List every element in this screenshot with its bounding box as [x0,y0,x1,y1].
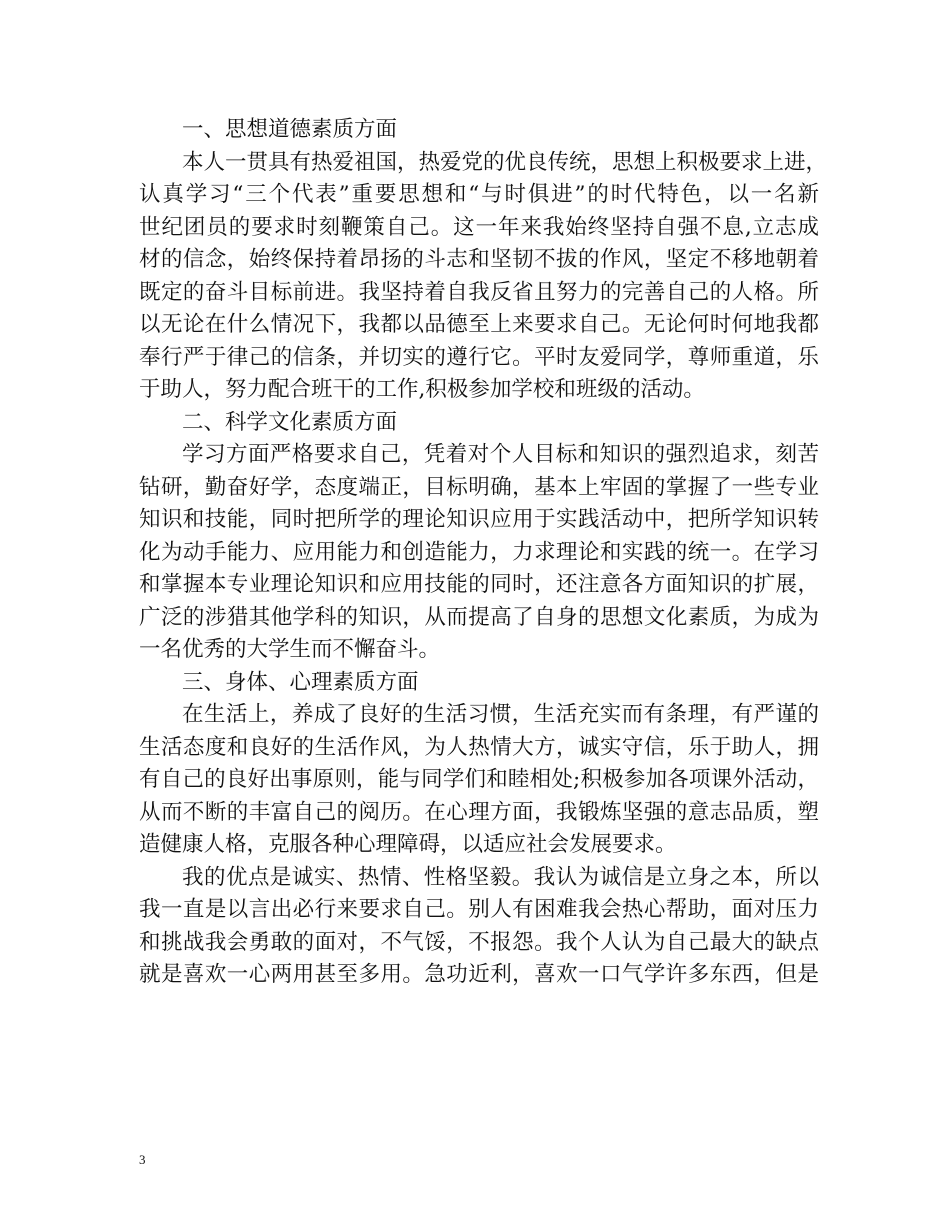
text-line: 钻研，勤奋好学，态度端正，目标明确，基本上牢固的掌握了一些专业 [139,474,819,500]
text-line: 认真学习“三个代表”重要思想和“与时俱进”的时代特色，以一名新 [139,182,819,207]
text-line: 我一直是以言出必行来要求自己。别人有困难我会热心帮助，面对压力 [139,897,819,922]
text-line: 生活态度和良好的生活作风，为人热情大方，诚实守信，乐于助人，拥 [139,734,819,760]
text-line: 知识和技能，同时把所学的理论知识应用于实践活动中，把所学知识转 [139,507,819,532]
text-line: 就是喜欢一心两用甚至多用。急功近利，喜欢一口气学许多东西，但是 [139,962,819,987]
text-line: 一、思想道德素质方面 [182,117,398,142]
document-body [139,114,828,992]
page-number: 3 [139,1152,146,1167]
text-line: 一名优秀的大学生而不懈奋斗。 [139,637,441,662]
text-line: 于助人，努力配合班干的工作,积极参加学校和班级的活动。 [139,377,705,402]
text-line: 和掌握本专业理论知识和应用技能的同时，还注意各方面知识的扩展， [139,572,819,597]
text-line: 二、科学文化素质方面 [182,409,398,435]
text-line: 奉行严于律己的信条，并切实的遵行它。平时友爱同学，尊师重道，乐 [139,344,819,370]
text-line: 三、身体、心理素质方面 [182,669,419,695]
text-line: 材的信念，始终保持着昂扬的斗志和坚韧不拔的作风，坚定不移地朝着 [139,247,819,272]
text-line: 以无论在什么情况下，我都以品德至上来要求自己。无论何时何地我都 [139,312,819,337]
text-line: 广泛的涉猎其他学科的知识，从而提高了自身的思想文化素质，为成为 [139,604,819,630]
text-line: 既定的奋斗目标前进。我坚持着自我反省且努力的完善自己的人格。所 [139,279,819,305]
text-line: 我的优点是诚实、热情、性格坚毅。我认为诚信是立身之本，所以 [182,864,819,890]
text-line: 本人一贯具有热爱祖国，热爱党的优良传统，思想上积极要求上进， [182,149,828,175]
text-line: 造健康人格，克服各种心理障碍，以适应社会发展要求。 [139,832,677,857]
text-line: 在生活上，养成了良好的生活习惯，生活充实而有条理，有严谨的 [182,702,819,727]
text-line: 和挑战我会勇敢的面对，不气馁，不报怨。我个人认为自己最大的缺点 [139,929,819,955]
text-line: 从而不断的丰富自己的阅历。在心理方面，我锻炼坚强的意志品质，塑 [139,799,819,825]
text-line: 世纪团员的要求时刻鞭策自己。这一年来我始终坚持自强不息,立志成 [139,214,819,240]
text-line: 化为动手能力、应用能力和创造能力，力求理论和实践的统一。在学习 [139,539,819,565]
text-line: 学习方面严格要求自己，凭着对个人目标和知识的强烈追求，刻苦 [182,442,819,467]
text-line: 有自己的良好出事原则，能与同学们和睦相处;积极参加各项课外活动， [139,767,819,792]
